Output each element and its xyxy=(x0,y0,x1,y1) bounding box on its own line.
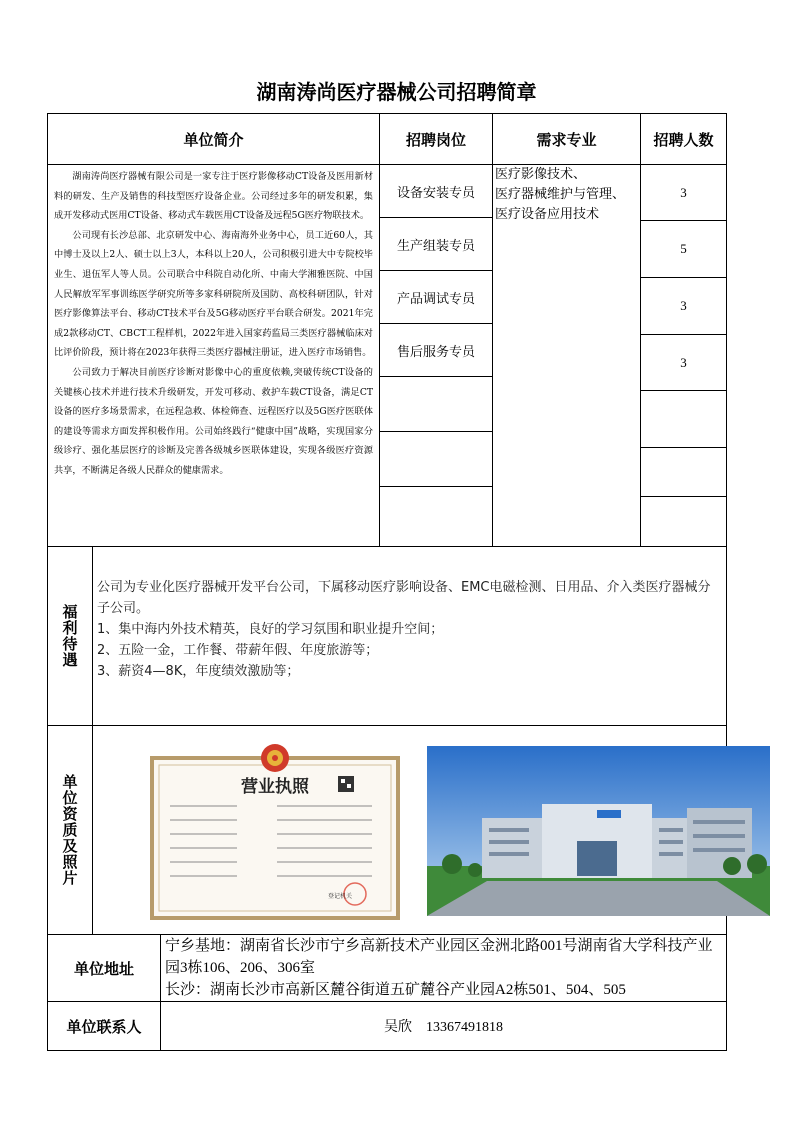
required-major xyxy=(492,164,641,547)
benefit-line: 1、集中海内外技术精英，良好的学习氛围和职业提升空间； xyxy=(97,622,444,637)
major-line: 医疗器械维护与管理、 xyxy=(495,187,626,202)
qualification-label-cell xyxy=(47,725,93,935)
job-count xyxy=(640,390,727,448)
business-license-image xyxy=(142,736,408,926)
job-count: 3 xyxy=(640,164,727,221)
page-title: 湖南涛尚医疗器械公司招聘简章 xyxy=(256,80,537,104)
job-count xyxy=(640,447,727,497)
intro-paragraph: 湖南涛尚医疗器械有限公司是一家专注于医疗影像移动CT设备及医用新材料的研发、生产及销售的科技型医疗设备企业。公司经过多年的研发积累，集成开发移动式医用CT设备、移动式车载医用CT设备及远程5G医疗物联技术。 xyxy=(54,171,373,222)
license-title: 营业执照 xyxy=(241,777,309,797)
contact-value: 吴欣 13367491818 xyxy=(160,1001,727,1051)
job-position xyxy=(379,376,493,432)
company-building-photo xyxy=(427,746,770,916)
benefits-content xyxy=(92,546,727,726)
job-count: 5 xyxy=(640,220,727,278)
benefit-line: 3、薪资4—8K，年度绩效激励等； xyxy=(97,664,300,679)
address-line: 长沙：湖南长沙市高新区麓谷街道五矿麓谷产业园A2栋501、504、505 xyxy=(165,982,626,998)
header-intro: 单位简介 xyxy=(47,113,380,165)
major-line: 医疗影像技术、 xyxy=(495,167,587,182)
address-line: 宁乡基地：湖南省长沙市宁乡高新技术产业园区金洲北路001号湖南省大学科技产业园3栋106、206、306室 xyxy=(165,938,713,976)
job-position: 设备安装专员 xyxy=(379,164,493,218)
job-position xyxy=(379,486,493,547)
benefit-line: 2、五险一金，工作餐、带薪年假、年度旅游等； xyxy=(97,643,379,658)
header-major: 需求专业 xyxy=(492,113,641,165)
address-label: 单位地址 xyxy=(47,934,161,1002)
job-position: 售后服务专员 xyxy=(379,323,493,377)
national-emblem-icon xyxy=(261,744,289,772)
major-line: 医疗设备应用技术 xyxy=(495,207,600,222)
address-content xyxy=(160,934,727,1002)
job-position xyxy=(379,431,493,487)
header-position: 招聘岗位 xyxy=(379,113,493,165)
job-position: 生产组装专员 xyxy=(379,217,493,271)
license-footer: 登记机关 xyxy=(327,893,352,900)
job-count: 3 xyxy=(640,277,727,335)
intro-paragraph: 公司现有长沙总部、北京研发中心、海南海外业务中心，员工近60人，其中博士及以上2人、硕士以上3人，本科以上20人，公司积极引进大中专院校毕业生、退伍军人等人员。公司联合中科院自动化所、中南大学湘雅医院、中国人民解放军军事训练医学研究所等多家科研院所及国防、高校科研团队，针对医疗影像算法平台、移动CT技术平台及5G移动医疗平台联合研发。2021年完成2款移动CT、CBCT工程样机，2022年进入国家药监局三类医疗器械临床对比评价阶段，预计将在2023年获得三类医疗器械注册证，进入医疗市场销售。 xyxy=(54,229,373,359)
benefits-label: 福利待遇 xyxy=(60,604,79,668)
benefit-line: 公司为专业化医疗器械开发平台公司，下属移动医疗影响设备、EMC电磁检测、日用品、介入类医疗器械分子公司。 xyxy=(97,580,711,616)
benefits-label-cell xyxy=(47,546,93,726)
contact-label: 单位联系人 xyxy=(47,1001,161,1051)
company-intro xyxy=(47,164,380,547)
header-count: 招聘人数 xyxy=(640,113,727,165)
intro-paragraph: 公司致力于解决目前医疗诊断对影像中心的重度依赖,突破传统CT设备的关键核心技术并进行技术升级研发，开发可移动、救护车载CT设备，满足CT设备的医疗多场景需求，在远程急救、体检筛查、远程医疗以及5G医疗医联体的建设等需求方面发挥积极作用。公司始终践行“健康中国”战略，实现国家分级诊疗、强化基层医疗的诊断及完善各级城乡医联体建设，实现各级医疗资源共享，不断满足各级人民群众的健康需求。 xyxy=(54,366,373,476)
job-count xyxy=(640,496,727,547)
job-position: 产品调试专员 xyxy=(379,270,493,324)
qualification-label: 单位资质及照片 xyxy=(60,774,79,886)
qualification-photos xyxy=(92,725,727,935)
job-count: 3 xyxy=(640,334,727,391)
